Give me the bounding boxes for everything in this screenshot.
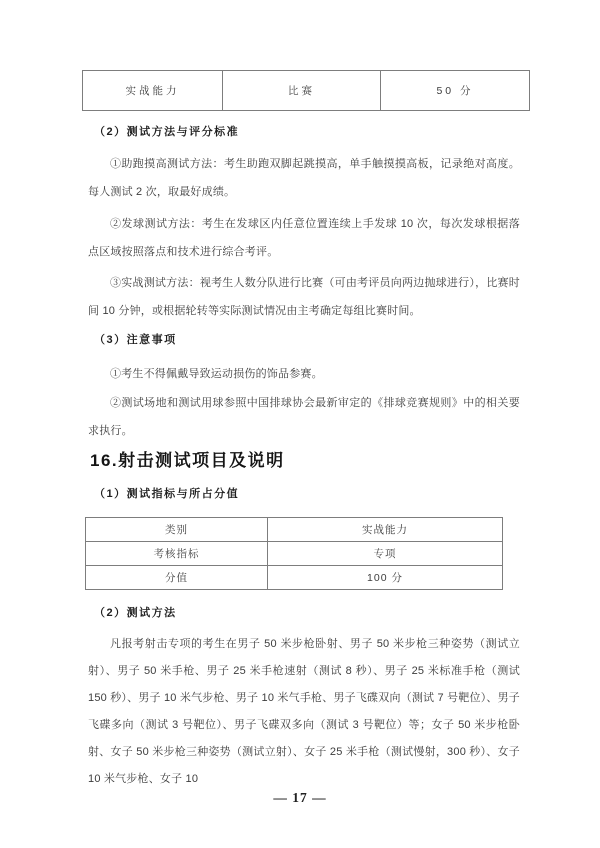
paragraph-method-2: ②发球测试方法：考生在发球区内任意位置连续上手发球 10 次，每次发球根据落点区域按照落点和技术进行综合考评。 xyxy=(88,218,520,258)
cell-row3-value: 100 分 xyxy=(268,566,503,590)
cell-score: 50 分 xyxy=(381,71,530,111)
cell-row1-label: 类别 xyxy=(86,518,268,542)
cell-row3-label: 分值 xyxy=(86,566,268,590)
volleyball-score-table xyxy=(82,70,530,111)
paragraph-note-2: ②测试场地和测试用球参照中国排球协会最新审定的《排球竞赛规则》中的相关要求执行。 xyxy=(88,397,520,437)
page-number: — 17 — xyxy=(273,790,327,805)
cell-row1-value: 实战能力 xyxy=(268,518,503,542)
heading-test-method-scoring: （2）测试方法与评分标准 xyxy=(94,126,240,138)
shooting-indicator-table xyxy=(85,517,503,590)
heading-test-method: （2）测试方法 xyxy=(94,607,177,619)
table-row xyxy=(86,542,503,566)
cell-category: 实战能力 xyxy=(83,71,223,111)
cell-row2-value: 专项 xyxy=(268,542,503,566)
heading-indicators-scores: （1）测试指标与所占分值 xyxy=(94,488,240,500)
table-row xyxy=(86,566,503,590)
cell-row2-label: 考核指标 xyxy=(86,542,268,566)
paragraph-note-1: ①考生不得佩戴导致运动损伤的饰品参赛。 xyxy=(110,368,323,380)
cell-indicator: 比赛 xyxy=(223,71,381,111)
table-row xyxy=(86,518,503,542)
paragraph-shooting-events: 凡报考射击专项的考生在男子 50 米步枪卧射、男子 50 米步枪三种姿势（测试立射）、男子 50 米手枪、男子 25 米手枪速射（测试 8 秒）、男子 25 米标准手枪（测试 150 秒）、男子 10 米气步枪、男子 10 米气手枪、男子飞碟双向（测试 7 号靶位）、男子飞碟多向（测试 3 号靶位）、男子飞碟双多向（测试 3 号靶位）等；女子 50 米步枪卧射、女子 50 米步枪三种姿势（测试立射）、女子 25 米手枪（测试慢射，300 秒）、女子 10 米气步枪、女子 10 xyxy=(88,638,520,785)
section-16-title: 16.射击测试项目及说明 xyxy=(90,451,285,470)
table-row xyxy=(83,71,530,111)
heading-notes: （3）注意事项 xyxy=(94,334,177,346)
paragraph-method-1: ①助跑摸高测试方法：考生助跑双脚起跳摸高，单手触摸摸高板，记录绝对高度。每人测试 2 次，取最好成绩。 xyxy=(88,158,520,198)
paragraph-method-3: ③实战测试方法：视考生人数分队进行比赛（可由考评员向两边抛球进行），比赛时间 10 分钟，或根据轮转等实际测试情况由主考确定每组比赛时间。 xyxy=(88,277,520,317)
